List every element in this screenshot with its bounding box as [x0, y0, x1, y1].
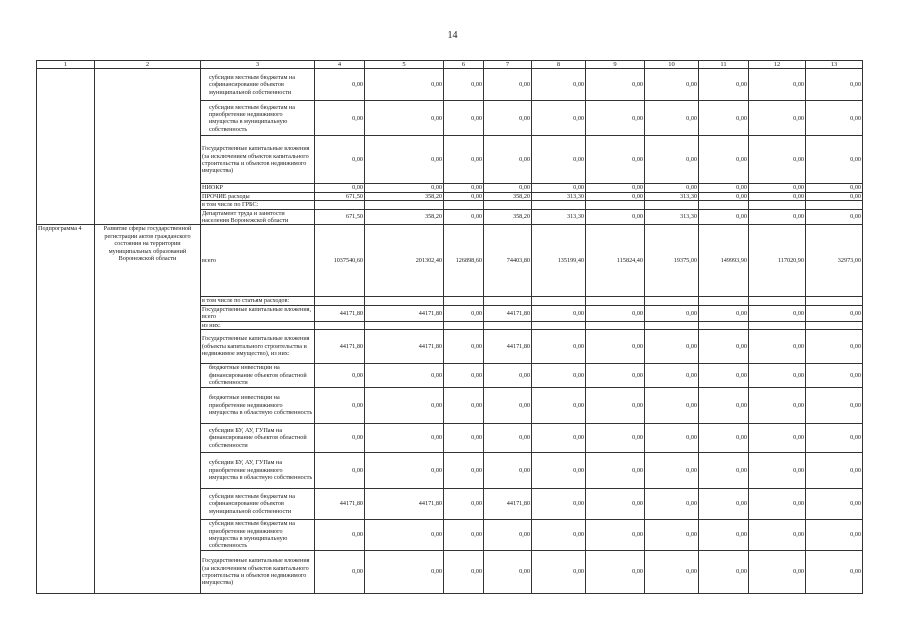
amount-cell: 0,00 [749, 388, 806, 424]
amount-cell: 0,00 [532, 136, 586, 184]
amount-cell [699, 297, 749, 305]
amount-cell: 0,00 [532, 184, 586, 192]
amount-cell: 0,00 [749, 184, 806, 192]
amount-cell: 0,00 [806, 136, 863, 184]
amount-cell: 0,00 [699, 330, 749, 364]
amount-cell: 0,00 [365, 520, 444, 551]
amount-cell [806, 321, 863, 329]
amount-cell [444, 297, 484, 305]
amount-cell: 0,00 [532, 453, 586, 489]
amount-cell: 0,00 [749, 364, 806, 388]
expense-label: всего [201, 225, 315, 297]
expense-label: в том числе по ГРБС: [201, 201, 315, 209]
amount-cell: 0,00 [444, 209, 484, 225]
amount-cell: 0,00 [484, 424, 532, 453]
amount-cell: 0,00 [365, 551, 444, 594]
amount-cell: 0,00 [484, 520, 532, 551]
amount-cell: 0,00 [749, 330, 806, 364]
amount-cell: 0,00 [484, 364, 532, 388]
amount-cell: 1037540,60 [315, 225, 365, 297]
amount-cell: 313,30 [645, 192, 699, 200]
amount-cell: 0,00 [532, 69, 586, 101]
amount-cell: 0,00 [749, 136, 806, 184]
amount-cell: 0,00 [532, 101, 586, 136]
amount-cell [484, 297, 532, 305]
amount-cell: 0,00 [806, 209, 863, 225]
amount-cell: 0,00 [749, 209, 806, 225]
amount-cell: 0,00 [699, 364, 749, 388]
amount-cell: 0,00 [586, 305, 645, 321]
amount-cell: 0,00 [586, 364, 645, 388]
amount-cell: 0,00 [315, 520, 365, 551]
amount-cell: 0,00 [484, 136, 532, 184]
amount-cell: 0,00 [806, 184, 863, 192]
amount-cell [365, 321, 444, 329]
amount-cell: 0,00 [532, 424, 586, 453]
column-number-header: 4 [315, 61, 365, 69]
amount-cell: 32973,00 [806, 225, 863, 297]
amount-cell: 0,00 [484, 388, 532, 424]
amount-cell: 0,00 [586, 136, 645, 184]
amount-cell: 0,00 [699, 184, 749, 192]
expense-label: субсидии местным бюджетам на приобретение недвижимого имущества в муниципальную собственность [201, 101, 315, 136]
amount-cell: 0,00 [484, 184, 532, 192]
amount-cell: 0,00 [806, 453, 863, 489]
amount-cell: 0,00 [365, 136, 444, 184]
amount-cell: 358,20 [365, 209, 444, 225]
budget-table [36, 60, 863, 594]
amount-cell: 0,00 [806, 520, 863, 551]
amount-cell: 0,00 [749, 305, 806, 321]
amount-cell: 0,00 [365, 364, 444, 388]
amount-cell: 0,00 [749, 192, 806, 200]
column-number-header: 1 [37, 61, 95, 69]
amount-cell: 0,00 [806, 551, 863, 594]
amount-cell: 0,00 [484, 69, 532, 101]
amount-cell: 0,00 [586, 69, 645, 101]
amount-cell: 115824,40 [586, 225, 645, 297]
expense-label: ПРОЧИЕ расходы [201, 192, 315, 200]
amount-cell [749, 297, 806, 305]
amount-cell: 0,00 [444, 364, 484, 388]
amount-cell [586, 201, 645, 209]
amount-cell: 0,00 [444, 489, 484, 520]
amount-cell [315, 297, 365, 305]
expense-label: Департамент труда и занятости населения Воронежской области [201, 209, 315, 225]
amount-cell: 0,00 [645, 520, 699, 551]
amount-cell [444, 321, 484, 329]
amount-cell: 44171,80 [315, 489, 365, 520]
amount-cell: 0,00 [586, 520, 645, 551]
amount-cell: 44171,80 [365, 489, 444, 520]
amount-cell: 0,00 [645, 424, 699, 453]
amount-cell: 0,00 [645, 551, 699, 594]
amount-cell: 44171,80 [484, 489, 532, 520]
amount-cell: 0,00 [806, 305, 863, 321]
amount-cell: 0,00 [806, 330, 863, 364]
column-number-header: 6 [444, 61, 484, 69]
amount-cell [806, 297, 863, 305]
amount-cell: 0,00 [365, 453, 444, 489]
amount-cell: 0,00 [532, 330, 586, 364]
column-number-header: 9 [586, 61, 645, 69]
amount-cell: 0,00 [365, 424, 444, 453]
amount-cell [749, 201, 806, 209]
amount-cell: 0,00 [315, 136, 365, 184]
amount-cell: 0,00 [586, 388, 645, 424]
amount-cell: 0,00 [532, 520, 586, 551]
amount-cell: 0,00 [699, 424, 749, 453]
amount-cell [365, 297, 444, 305]
amount-cell: 0,00 [699, 520, 749, 551]
amount-cell: 0,00 [532, 551, 586, 594]
amount-cell [586, 297, 645, 305]
page-number: 14 [447, 30, 458, 41]
column-number-header: 12 [749, 61, 806, 69]
amount-cell [365, 201, 444, 209]
expense-label: субсидии местным бюджетам на приобретение недвижимого имущества в муниципальную собственность [201, 520, 315, 551]
amount-cell: 0,00 [484, 551, 532, 594]
amount-cell: 0,00 [645, 69, 699, 101]
amount-cell: 0,00 [699, 453, 749, 489]
amount-cell: 671,50 [315, 209, 365, 225]
subprogram-code-cell: Подпрограмма 4 [37, 225, 95, 594]
expense-label: Государственные капитальные вложения (объекты капитального строительства и недвижимое имущество), из них: [201, 330, 315, 364]
amount-cell: 313,30 [532, 209, 586, 225]
amount-cell: 0,00 [586, 424, 645, 453]
expense-label: Государственные капитальные вложения (за исключением объектов капитального строительства и объектов недвижимого имущества) [201, 551, 315, 594]
amount-cell: 0,00 [645, 388, 699, 424]
amount-cell: 0,00 [806, 69, 863, 101]
amount-cell: 44171,80 [484, 330, 532, 364]
column-number-header: 3 [201, 61, 315, 69]
amount-cell: 0,00 [365, 69, 444, 101]
expense-label: субсидии местным бюджетам на софинансирование объектов муниципальной собственности [201, 69, 315, 101]
expense-label: в том числе по статьям расходов: [201, 297, 315, 305]
amount-cell: 0,00 [586, 453, 645, 489]
amount-cell [444, 201, 484, 209]
amount-cell [484, 321, 532, 329]
amount-cell: 44171,80 [315, 305, 365, 321]
amount-cell [532, 297, 586, 305]
amount-cell [484, 201, 532, 209]
amount-cell: 0,00 [699, 101, 749, 136]
amount-cell [532, 201, 586, 209]
amount-cell: 0,00 [586, 330, 645, 364]
amount-cell: 0,00 [444, 184, 484, 192]
amount-cell: 135199,40 [532, 225, 586, 297]
amount-cell: 0,00 [315, 551, 365, 594]
column-number-header: 5 [365, 61, 444, 69]
amount-cell: 0,00 [645, 305, 699, 321]
amount-cell: 0,00 [444, 305, 484, 321]
expense-label: субсидии БУ, АУ, ГУПам на финансирование объектов областной собственности [201, 424, 315, 453]
expense-label: Государственные капитальные вложения (за исключением объектов капитального строительства и объектов недвижимого имущества) [201, 136, 315, 184]
amount-cell: 0,00 [444, 453, 484, 489]
amount-cell: 149993,90 [699, 225, 749, 297]
amount-cell: 0,00 [806, 424, 863, 453]
amount-cell [315, 201, 365, 209]
amount-cell: 0,00 [645, 364, 699, 388]
amount-cell [315, 321, 365, 329]
amount-cell [586, 321, 645, 329]
amount-cell: 0,00 [699, 305, 749, 321]
amount-cell: 0,00 [806, 364, 863, 388]
amount-cell [645, 321, 699, 329]
amount-cell: 0,00 [484, 453, 532, 489]
amount-cell: 0,00 [444, 101, 484, 136]
amount-cell: 0,00 [749, 520, 806, 551]
amount-cell: 358,20 [484, 209, 532, 225]
amount-cell: 0,00 [444, 136, 484, 184]
amount-cell: 0,00 [444, 192, 484, 200]
amount-cell: 74403,80 [484, 225, 532, 297]
amount-cell: 0,00 [749, 69, 806, 101]
amount-cell: 117020,90 [749, 225, 806, 297]
amount-cell: 0,00 [444, 330, 484, 364]
amount-cell: 0,00 [315, 184, 365, 192]
amount-cell: 0,00 [586, 489, 645, 520]
amount-cell [806, 201, 863, 209]
continuation-name-cell [95, 69, 201, 225]
amount-cell: 0,00 [806, 192, 863, 200]
amount-cell: 0,00 [444, 520, 484, 551]
amount-cell: 0,00 [315, 388, 365, 424]
column-number-header: 11 [699, 61, 749, 69]
subprogram-name-cell: Развитие сферы государственной регистрации актов гражданского состояния на территории муниципальных образований Воронежской области [95, 225, 201, 594]
column-number-row [37, 61, 863, 69]
amount-cell: 0,00 [699, 388, 749, 424]
expense-label: субсидии местным бюджетам на софинансирование объектов муниципальной собственности [201, 489, 315, 520]
amount-cell: 0,00 [586, 209, 645, 225]
column-number-header: 13 [806, 61, 863, 69]
amount-cell: 19375,00 [645, 225, 699, 297]
column-number-header: 2 [95, 61, 201, 69]
amount-cell: 313,30 [532, 192, 586, 200]
amount-cell [645, 201, 699, 209]
expense-label: из них: [201, 321, 315, 329]
amount-cell: 0,00 [315, 69, 365, 101]
amount-cell: 0,00 [315, 101, 365, 136]
column-number-header: 7 [484, 61, 532, 69]
amount-cell: 358,20 [484, 192, 532, 200]
amount-cell: 0,00 [699, 209, 749, 225]
amount-cell: 44171,80 [365, 330, 444, 364]
amount-cell: 0,00 [365, 101, 444, 136]
amount-cell: 44171,80 [365, 305, 444, 321]
amount-cell [699, 201, 749, 209]
amount-cell: 0,00 [749, 453, 806, 489]
amount-cell: 0,00 [444, 388, 484, 424]
amount-cell: 0,00 [749, 551, 806, 594]
amount-cell [699, 321, 749, 329]
amount-cell: 0,00 [365, 388, 444, 424]
amount-cell: 0,00 [749, 424, 806, 453]
amount-cell: 0,00 [699, 489, 749, 520]
amount-cell [532, 321, 586, 329]
amount-cell: 0,00 [315, 364, 365, 388]
amount-cell: 0,00 [699, 136, 749, 184]
amount-cell: 0,00 [699, 192, 749, 200]
expense-label: бюджетные инвестиции на финансирование объектов областной собственности [201, 364, 315, 388]
amount-cell: 0,00 [484, 101, 532, 136]
amount-cell: 0,00 [532, 388, 586, 424]
amount-cell: 0,00 [749, 489, 806, 520]
column-number-header: 10 [645, 61, 699, 69]
amount-cell: 0,00 [645, 101, 699, 136]
amount-cell: 0,00 [749, 101, 806, 136]
amount-cell: 0,00 [806, 101, 863, 136]
amount-cell: 0,00 [586, 192, 645, 200]
amount-cell: 0,00 [699, 551, 749, 594]
continuation-code-cell [37, 69, 95, 225]
amount-cell: 126898,60 [444, 225, 484, 297]
amount-cell [749, 321, 806, 329]
amount-cell: 0,00 [645, 330, 699, 364]
amount-cell: 0,00 [586, 184, 645, 192]
amount-cell: 313,30 [645, 209, 699, 225]
amount-cell: 0,00 [699, 69, 749, 101]
amount-cell: 0,00 [806, 388, 863, 424]
amount-cell [645, 297, 699, 305]
amount-cell: 201302,40 [365, 225, 444, 297]
amount-cell: 0,00 [645, 453, 699, 489]
amount-cell: 0,00 [444, 69, 484, 101]
expense-label: НИОКР [201, 184, 315, 192]
amount-cell: 44171,80 [315, 330, 365, 364]
amount-cell: 0,00 [315, 453, 365, 489]
amount-cell: 0,00 [532, 364, 586, 388]
expense-label: субсидии БУ, АУ, ГУПам на приобретение недвижимого имущества в областную собственность [201, 453, 315, 489]
table-row [37, 69, 863, 101]
expense-label: бюджетные инвестиции на приобретение недвижимого имущества в областную собственность [201, 388, 315, 424]
amount-cell: 0,00 [645, 489, 699, 520]
amount-cell: 671,50 [315, 192, 365, 200]
amount-cell: 0,00 [365, 184, 444, 192]
table-row [37, 225, 863, 297]
amount-cell: 0,00 [532, 305, 586, 321]
amount-cell: 0,00 [532, 489, 586, 520]
amount-cell: 0,00 [444, 551, 484, 594]
amount-cell: 358,20 [365, 192, 444, 200]
amount-cell: 0,00 [586, 551, 645, 594]
amount-cell: 0,00 [645, 184, 699, 192]
amount-cell: 0,00 [315, 424, 365, 453]
amount-cell: 0,00 [645, 136, 699, 184]
amount-cell: 0,00 [806, 489, 863, 520]
amount-cell: 44171,80 [484, 305, 532, 321]
expense-label: Государственные капитальные вложения, всего [201, 305, 315, 321]
column-number-header: 8 [532, 61, 586, 69]
amount-cell: 0,00 [444, 424, 484, 453]
amount-cell: 0,00 [586, 101, 645, 136]
